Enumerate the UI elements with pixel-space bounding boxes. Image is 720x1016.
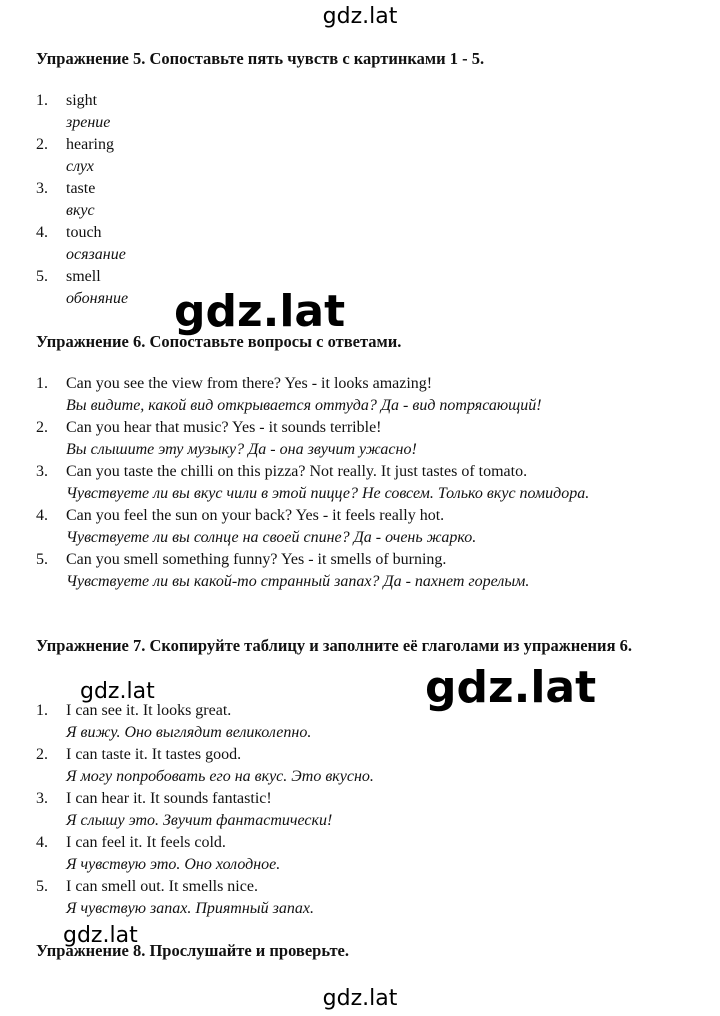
english-text: taste [66, 180, 96, 197]
item-number: 2. [36, 746, 48, 763]
english-text: sight [66, 92, 98, 109]
russian-translation: слух [66, 158, 94, 175]
item-number: 1. [36, 702, 48, 719]
watermark: gdz.lat [322, 4, 398, 29]
list-item [36, 178, 128, 222]
english-text: I can smell out. It smells nice. [66, 878, 258, 895]
item-number: 2. [36, 136, 48, 153]
russian-translation: зрение [66, 114, 111, 131]
english-text: touch [66, 224, 102, 241]
english-text: Can you taste the chilli on this pizza? Not really. It just tastes of tomato. [66, 463, 528, 480]
english-text: I can feel it. It feels cold. [66, 834, 226, 851]
russian-translation: Я вижу. Оно выглядит великолепно. [66, 724, 312, 741]
item-number: 4. [36, 834, 48, 851]
list-item [36, 266, 128, 310]
item-number: 4. [36, 224, 48, 241]
exercise-7-heading: Упражнение 7. Скопируйте таблицу и заполните её глаголами из упражнения 6. [36, 636, 632, 655]
english-text: Can you see the view from there? Yes - it looks amazing! [66, 375, 433, 392]
watermark: gdz.lat [80, 679, 155, 704]
item-number: 3. [36, 790, 48, 807]
russian-translation: Чувствуете ли вы какой-то странный запах? Да - пахнет горелым. [66, 573, 530, 590]
russian-translation: Я чувствую это. Оно холодное. [66, 856, 281, 873]
item-number: 5. [36, 551, 48, 568]
russian-translation: Я могу попробовать его на вкус. Это вкусно. [66, 768, 374, 785]
item-number: 3. [36, 463, 48, 480]
english-text: I can see it. It looks great. [66, 702, 232, 719]
list-item [36, 832, 374, 876]
russian-translation: вкус [66, 202, 95, 219]
english-text: smell [66, 268, 101, 285]
list-item [36, 461, 666, 505]
item-number: 5. [36, 878, 48, 895]
list-item [36, 700, 374, 744]
watermark: gdz.lat [63, 923, 138, 948]
exercise-7-list [36, 700, 374, 920]
item-number: 5. [36, 268, 48, 285]
russian-translation: осязание [66, 246, 126, 263]
list-item [36, 788, 374, 832]
list-item [36, 505, 666, 549]
russian-translation: обоняние [66, 290, 129, 307]
russian-translation: Чувствуете ли вы солнце на своей спине? Да - очень жарко. [66, 529, 477, 546]
list-item [36, 90, 128, 134]
english-text: Can you hear that music? Yes - it sounds terrible! [66, 419, 382, 436]
exercise-6-heading: Упражнение 6. Сопоставьте вопросы с ответами. [36, 332, 402, 351]
list-item [36, 373, 666, 417]
exercise-6-list [36, 373, 666, 593]
english-text: I can hear it. It sounds fantastic! [66, 790, 272, 807]
item-number: 1. [36, 92, 48, 109]
english-text: I can taste it. It tastes good. [66, 746, 242, 763]
russian-translation: Я слышу это. Звучит фантастически! [66, 812, 333, 829]
exercise-5-heading: Упражнение 5. Сопоставьте пять чувств с картинками 1 - 5. [36, 49, 485, 68]
item-number: 2. [36, 419, 48, 436]
exercise-8-heading: Упражнение 8. Прослушайте и проверьте. [36, 941, 349, 960]
exercise-5-list [36, 90, 128, 310]
item-number: 3. [36, 180, 48, 197]
item-number: 1. [36, 375, 48, 392]
list-item [36, 876, 374, 920]
list-item [36, 222, 128, 266]
list-item [36, 417, 666, 461]
russian-translation: Я чувствую запах. Приятный запах. [66, 900, 314, 917]
english-text: hearing [66, 136, 114, 153]
russian-translation: Чувствуете ли вы вкус чили в этой пицце? Не совсем. Только вкус помидора. [66, 485, 590, 502]
russian-translation: Вы слышите эту музыку? Да - она звучит ужасно! [66, 441, 417, 458]
english-text: Can you smell something funny? Yes - it smells of burning. [66, 551, 447, 568]
item-number: 4. [36, 507, 48, 524]
russian-translation: Вы видите, какой вид открывается оттуда? Да - вид потрясающий! [66, 397, 542, 414]
english-text: Can you feel the sun on your back? Yes - it feels really hot. [66, 507, 445, 524]
list-item [36, 744, 374, 788]
watermark: gdz.lat [322, 986, 398, 1011]
watermark: gdz.lat [425, 662, 597, 713]
watermark: gdz.lat [174, 286, 346, 337]
list-item [36, 134, 128, 178]
list-item [36, 549, 666, 593]
